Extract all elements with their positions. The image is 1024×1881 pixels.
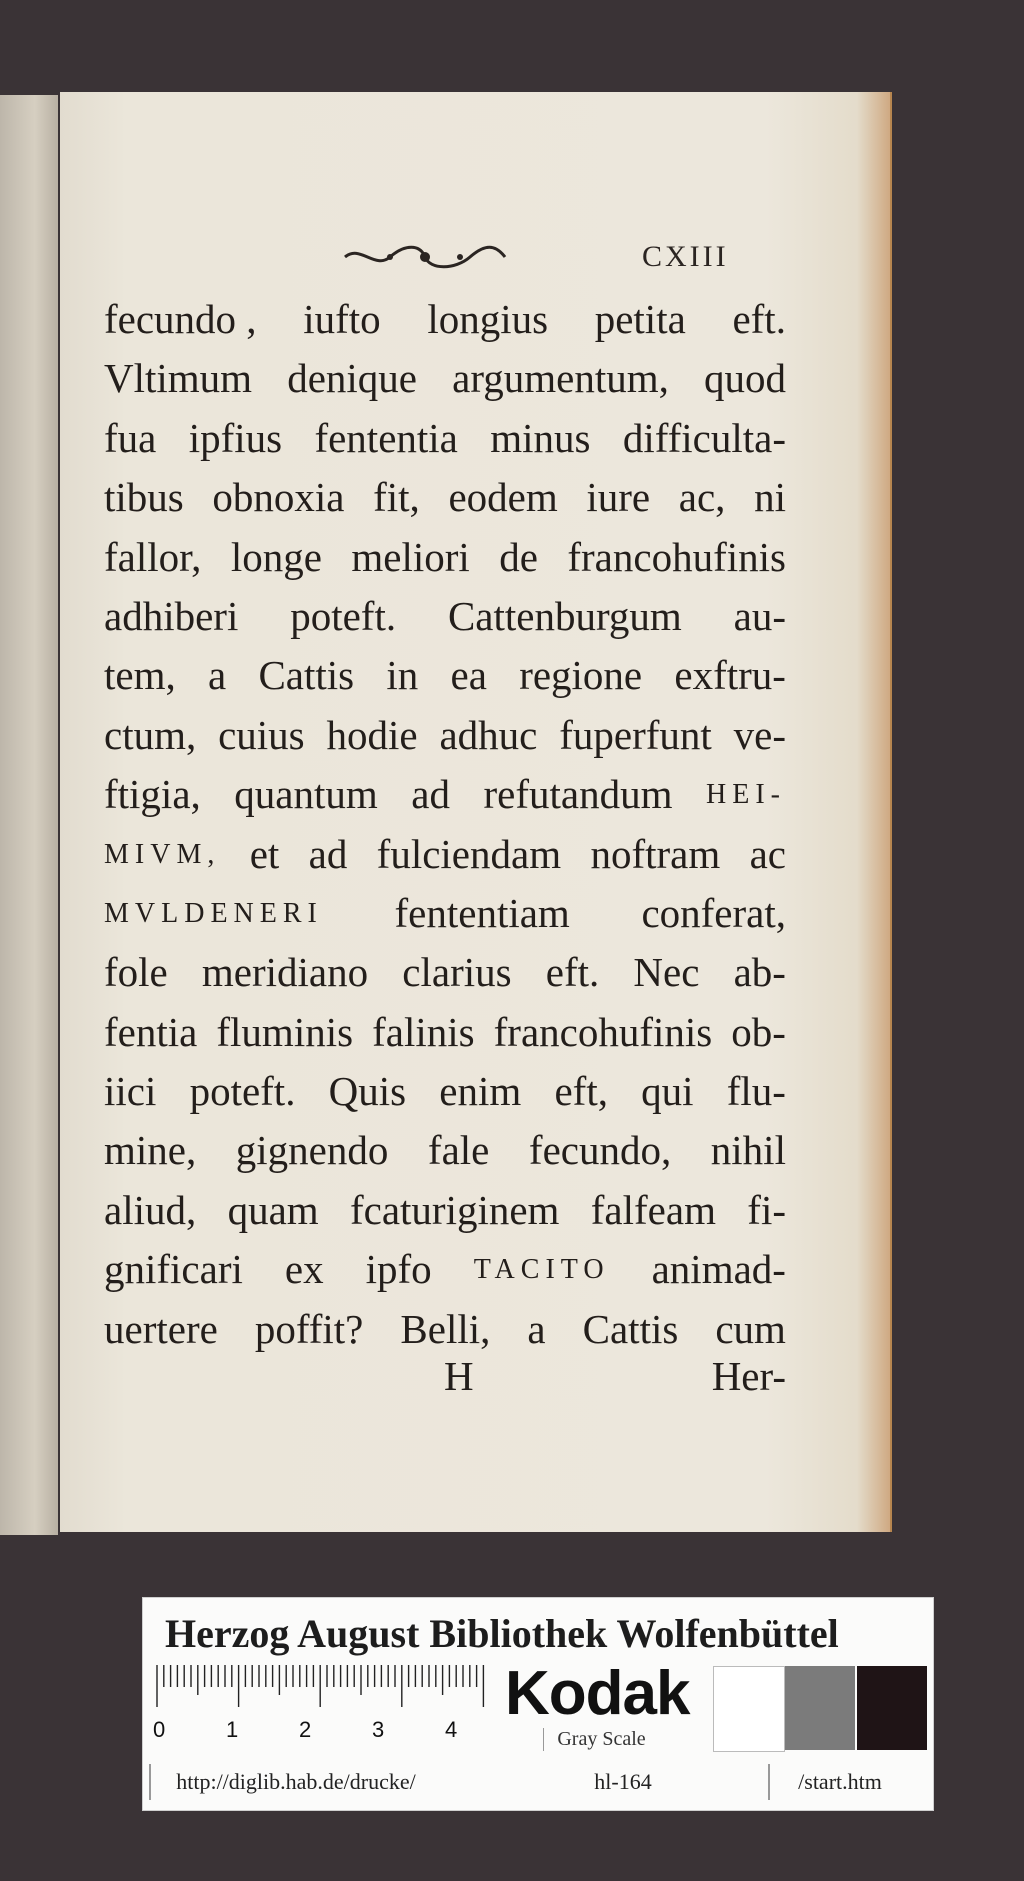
word: mine,: [104, 1127, 197, 1174]
word: longe: [230, 533, 322, 580]
word: aliud,: [104, 1186, 197, 1233]
text-line: [104, 825, 786, 884]
word: fecundo ,: [104, 296, 257, 342]
word: iufto: [303, 296, 381, 342]
word: fua: [104, 414, 157, 461]
kodak-logo: Kodak: [505, 1659, 690, 1728]
text-line: [104, 1300, 786, 1359]
word: MVLDENERI: [104, 897, 323, 929]
word: gignendo: [235, 1127, 389, 1174]
text-line: [104, 884, 786, 943]
word: fententia: [314, 414, 458, 461]
word: ipfo: [365, 1246, 432, 1293]
word: Cattenburgum: [447, 592, 682, 639]
word: quam: [227, 1186, 319, 1233]
text-line: [104, 1121, 786, 1180]
text-line: [104, 765, 786, 824]
word: a: [527, 1305, 546, 1352]
library-name: Herzog August Bibliothek Wolfenbüttel: [165, 1611, 839, 1656]
url-end: /start.htm: [768, 1764, 910, 1800]
word: in: [386, 652, 419, 699]
word: eft.: [545, 949, 600, 996]
word: animad-: [651, 1246, 786, 1293]
word: obnoxia: [212, 474, 345, 521]
text-line: [104, 468, 786, 527]
word: qui: [641, 1068, 694, 1115]
word: ftigia,: [104, 771, 201, 818]
word: quantum: [234, 771, 378, 818]
word: fuperfunt: [559, 711, 712, 758]
word: poteft.: [290, 592, 397, 639]
text-line: [104, 528, 786, 587]
body-text: [104, 290, 786, 1359]
ruler-label: 1: [226, 1717, 239, 1742]
word: adhiberi: [104, 592, 239, 639]
word: ctum,: [104, 711, 197, 758]
word: tem,: [104, 652, 176, 699]
word: Nec: [633, 949, 700, 996]
word: fit,: [373, 474, 420, 521]
word: iici: [104, 1068, 157, 1115]
word: argumentum,: [452, 355, 669, 402]
text-line: [104, 646, 786, 705]
word: ac,: [678, 474, 726, 521]
facing-page-edge: [0, 95, 58, 1535]
book-page: [60, 92, 890, 1532]
word: fluminis: [216, 1008, 354, 1055]
word: gnificari: [104, 1246, 243, 1293]
word: fententiam: [394, 889, 570, 936]
word: ea: [450, 652, 487, 699]
gray-scale-label: Gray Scale: [543, 1728, 659, 1751]
word: longius: [427, 296, 549, 342]
word: fulciendam: [376, 830, 562, 877]
word: regione: [519, 652, 643, 699]
word: Quis: [328, 1068, 407, 1115]
word: iure: [586, 474, 651, 521]
ruler-label: 3: [372, 1717, 385, 1742]
page-footer: [104, 1352, 786, 1412]
word: ac: [749, 830, 786, 877]
word: nihil: [710, 1127, 786, 1174]
page-header: [60, 240, 890, 280]
word: cum: [715, 1305, 786, 1352]
catchword: Her-: [711, 1353, 786, 1399]
word: adhuc: [439, 711, 538, 758]
word: clarius: [402, 949, 512, 996]
word: et: [249, 830, 280, 877]
word: francohufinis: [567, 533, 786, 580]
word: difficulta-: [622, 414, 786, 461]
swatch-gray: [785, 1666, 855, 1750]
word: minus: [490, 414, 591, 461]
text-line: [104, 706, 786, 765]
word: ad: [308, 830, 348, 877]
word: poteft.: [189, 1068, 296, 1115]
word: hodie: [326, 711, 418, 758]
text-line: [104, 943, 786, 1002]
word: fecundo,: [528, 1127, 672, 1174]
word: refutandum: [483, 771, 673, 818]
word: fcaturiginem: [349, 1186, 560, 1233]
word: eft.: [732, 296, 786, 342]
text-line: [104, 349, 786, 408]
text-line: [104, 1181, 786, 1240]
text-line: [104, 1003, 786, 1062]
ruler-scale: [151, 1663, 486, 1743]
word: fale: [427, 1127, 490, 1174]
text-line: [104, 290, 786, 349]
url-id: hl-164: [594, 1769, 652, 1794]
text-line: [104, 409, 786, 468]
word: fole: [104, 949, 168, 996]
word: de: [499, 533, 538, 580]
word: tibus: [104, 474, 184, 521]
word: ob-: [731, 1008, 786, 1055]
word: cuius: [218, 711, 305, 758]
word: Cattis: [582, 1305, 679, 1352]
word: flu-: [726, 1068, 786, 1115]
word: TACITO: [473, 1254, 610, 1286]
word: fi-: [747, 1186, 786, 1233]
word: ni: [754, 474, 786, 521]
word: denique: [287, 355, 417, 402]
text-line: [104, 1062, 786, 1121]
word: fallor,: [104, 533, 202, 580]
ornament-icon: [340, 242, 510, 272]
word: MIVM,: [104, 838, 221, 870]
word: ve-: [733, 711, 786, 758]
ruler-label: 2: [299, 1717, 312, 1742]
ruler-label: 0: [153, 1717, 166, 1742]
word: au-: [733, 592, 786, 639]
word: enim: [439, 1068, 522, 1115]
word: falinis: [372, 1008, 475, 1055]
word: fentia: [104, 1008, 198, 1055]
word: conferat,: [641, 889, 786, 936]
signature-mark: H: [444, 1353, 474, 1399]
word: ipfius: [188, 414, 283, 461]
word: meridiano: [201, 949, 369, 996]
word: falfeam: [590, 1186, 716, 1233]
word: exftru-: [674, 652, 786, 699]
page-number: CXIII: [642, 240, 729, 273]
word: petita: [594, 296, 686, 342]
word: francohufinis: [493, 1008, 713, 1055]
swatch-black: [857, 1666, 927, 1750]
word: a: [207, 652, 227, 699]
word: HEI-: [706, 779, 786, 811]
swatch-white: [713, 1666, 785, 1752]
word: noftram: [590, 830, 721, 877]
word: quod: [703, 355, 786, 402]
word: ad: [411, 771, 450, 818]
word: Belli,: [400, 1305, 491, 1352]
text-line: [104, 1240, 786, 1299]
ruler-label: 4: [445, 1717, 458, 1742]
word: Vltimum: [104, 355, 253, 402]
word: ex: [284, 1246, 324, 1293]
word: meliori: [351, 533, 470, 580]
word: poffit?: [254, 1305, 364, 1352]
word: ab-: [733, 949, 786, 996]
word: Cattis: [258, 652, 355, 699]
word: uertere: [104, 1305, 218, 1352]
word: eft,: [554, 1068, 608, 1115]
text-line: [104, 587, 786, 646]
word: eodem: [448, 474, 558, 521]
library-color-card: [142, 1597, 934, 1811]
url-base: http://diglib.hab.de/drucke/: [149, 1764, 441, 1800]
